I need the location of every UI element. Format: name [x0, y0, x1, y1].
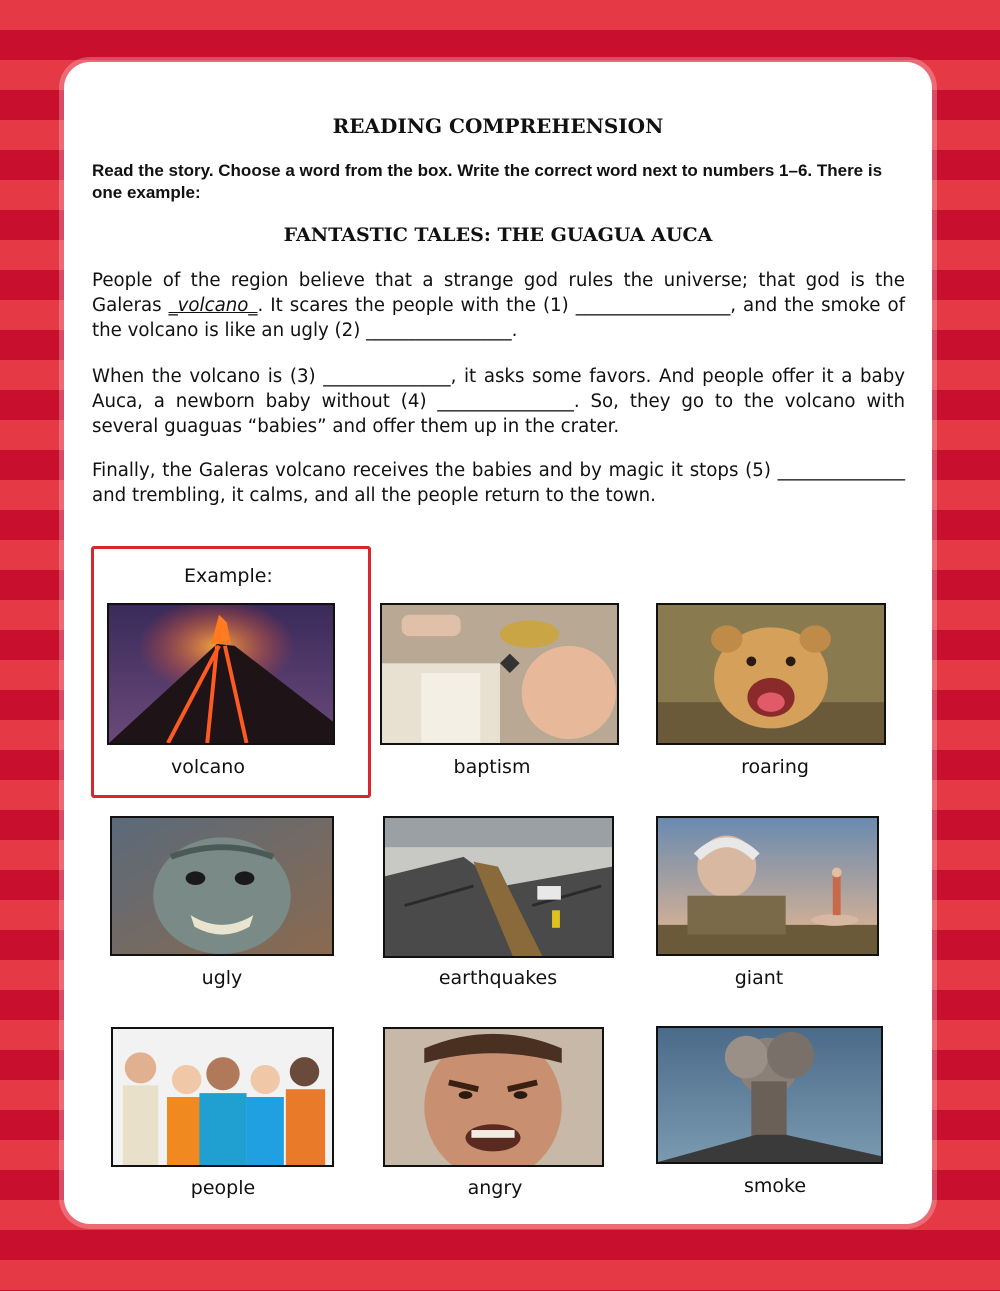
example-answer: _volcano_ [168, 295, 258, 316]
story-text: People of the region believe that a strange god rules the universe; that god is the Galeras [92, 270, 905, 316]
word-roaring: roaring [741, 756, 809, 778]
word-volcano: volcano [171, 756, 245, 778]
story-text: . It scares the people with the (1) _________________, and the smoke of the volcano is like an ugly (2) ________________. [92, 295, 905, 341]
angry-image [383, 1027, 604, 1167]
volcano-image [107, 603, 335, 745]
smoke-image [656, 1026, 883, 1164]
story-paragraph-1 [92, 268, 905, 343]
word-angry: angry [467, 1177, 523, 1199]
story-paragraph-2: When the volcano is (3) ______________, it asks some favors. And people offer it a baby Auca, a newborn baby without (4) _______________. So, they go to the volcano with several guaguas “babies” and offer them up in the crater. [92, 366, 905, 437]
worksheet-card [64, 62, 932, 1224]
word-smoke: smoke [743, 1175, 807, 1197]
instructions: Read the story. Choose a word from the box. Write the correct word next to numbers 1–6. There is one example: [92, 161, 883, 202]
page-title: READING COMPREHENSION [332, 114, 664, 138]
word-giant: giant [734, 967, 784, 989]
earthquakes-image [383, 816, 614, 958]
word-earthquakes: earthquakes [438, 967, 558, 989]
people-image [111, 1027, 334, 1167]
word-baptism: baptism [453, 756, 531, 778]
roaring-image [656, 603, 886, 745]
story-paragraph-3: Finally, the Galeras volcano receives the babies and by magic it stops (5) ______________ and trembling, it calms, and all the people return to the town. [92, 460, 905, 506]
ugly-image [110, 816, 334, 956]
story-title: FANTASTIC TALES: THE GUAGUA AUCA [283, 224, 713, 246]
baptism-image [380, 603, 619, 745]
word-ugly: ugly [201, 967, 243, 989]
word-people: people [190, 1177, 256, 1199]
example-label: Example: [184, 565, 273, 587]
giant-image [656, 816, 879, 956]
